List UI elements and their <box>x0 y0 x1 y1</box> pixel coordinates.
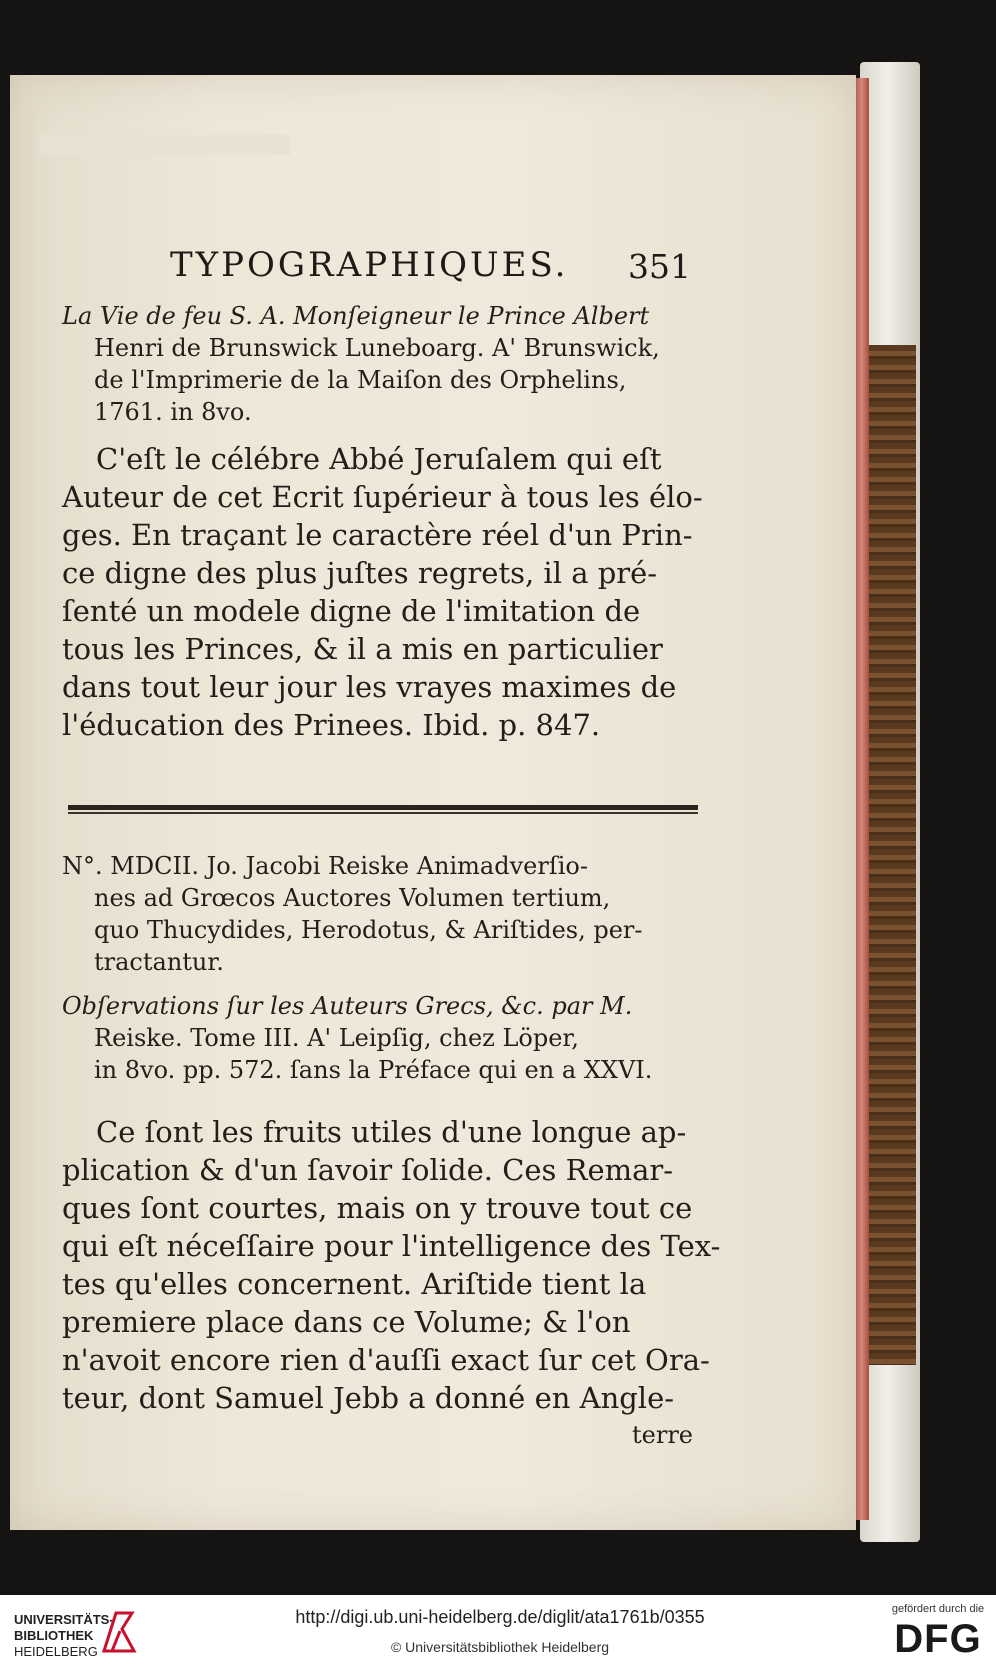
paragraph-2-line: plication & d'un ſavoir ſolide. Ces Remar- <box>62 1153 674 1187</box>
entry-3-line: Reiske. Tome III. A' Leipſig, chez Löper, <box>94 1024 579 1052</box>
entry-1-line-4: 1761. in 8vo. <box>94 398 252 426</box>
paragraph-1-line: l'éducation des Prinees. Ibid. p. 847. <box>62 708 601 742</box>
entry-2-line: nes ad Grœcos Auctores Volumen tertium, <box>94 884 611 912</box>
entry-1-line-1: La Vie de feu S. A. Monſeigneur le Prince Albert <box>62 302 650 330</box>
running-title: TYPOGRAPHIQUES. <box>170 245 569 285</box>
paragraph-2-line: ques ſont courtes, mais on y trouve tout ce <box>62 1191 693 1225</box>
paragraph-2-line: premiere place dans ce Volume; & l'on <box>62 1305 631 1339</box>
section-rule-thin <box>68 812 698 814</box>
dfg-logo[interactable]: DFG <box>894 1617 982 1661</box>
paragraph-1-line: ſenté un modele digne de l'imitation de <box>62 594 641 628</box>
copyright-notice: © Universitätsbibliothek Heidelberg <box>390 1639 610 1655</box>
library-logo-icon[interactable] <box>98 1607 138 1657</box>
entry-3-line: in 8vo. pp. 572. ſans la Préface qui en a XXVI. <box>94 1056 653 1084</box>
entry-3-line: Obſervations ſur les Auteurs Grecs, &c. par M. <box>62 992 633 1020</box>
catchword: terre <box>632 1421 693 1449</box>
paragraph-2-line: teur, dont Samuel Jebb a donné en Angle- <box>62 1381 675 1415</box>
paragraph-2-line: qui eſt néceſſaire pour l'intelligence des Tex- <box>62 1229 721 1263</box>
paragraph-1-line: dans tout leur jour les vrayes maximes de <box>62 670 677 704</box>
book-page <box>10 75 856 1530</box>
paragraph-2-line: Ce ſont les fruits utiles d'une longue ap- <box>96 1115 687 1149</box>
section-rule <box>68 805 698 810</box>
library-name-line-2: BIBLIOTHEK <box>14 1628 94 1643</box>
page-top-strip <box>40 135 290 155</box>
paragraph-2-line: n'avoit encore rien d'auſſi exact ſur cet Ora- <box>62 1343 710 1377</box>
paragraph-1-line: ges. En traçant le caractère réel d'un Prin- <box>62 518 693 552</box>
paragraph-1-line: Auteur de cet Ecrit ſupérieur à tous les élo- <box>62 480 703 514</box>
running-head <box>170 245 690 289</box>
viewer-footer <box>0 1595 996 1670</box>
funded-by-label: gefördert durch die <box>891 1603 985 1615</box>
book-binding-edge <box>866 345 916 1365</box>
paragraph-1-line: ce digne des plus juſtes regrets, il a pré- <box>62 556 658 590</box>
entry-2-line: quo Thucydides, Herodotus, & Ariſtides, per- <box>94 916 643 944</box>
entry-1-line-2: Henri de Brunswick Luneboarg. A' Brunswick, <box>94 334 660 362</box>
entry-2-line: tractantur. <box>94 948 224 976</box>
entry-1-line-3: de l'Imprimerie de la Maiſon des Orphelins, <box>94 366 627 394</box>
entry-2-line: N°. MDCII. Jo. Jacobi Reiske Animadverſio- <box>62 852 588 880</box>
library-name-line-1: UNIVERSITÄTS- <box>14 1612 114 1627</box>
paragraph-1-line: C'eſt le célébre Abbé Jeruſalem qui eſt <box>96 442 662 476</box>
library-name-line-3: HEIDELBERG <box>14 1644 98 1659</box>
paragraph-2-line: tes qu'elles concernent. Ariſtide tient la <box>62 1267 647 1301</box>
page-number: 351 <box>628 247 691 286</box>
document-url-link[interactable]: http://digi.ub.uni-heidelberg.de/diglit/ata1761b/0355 <box>295 1607 705 1627</box>
paragraph-1-line: tous les Princes, & il a mis en particulier <box>62 632 663 666</box>
